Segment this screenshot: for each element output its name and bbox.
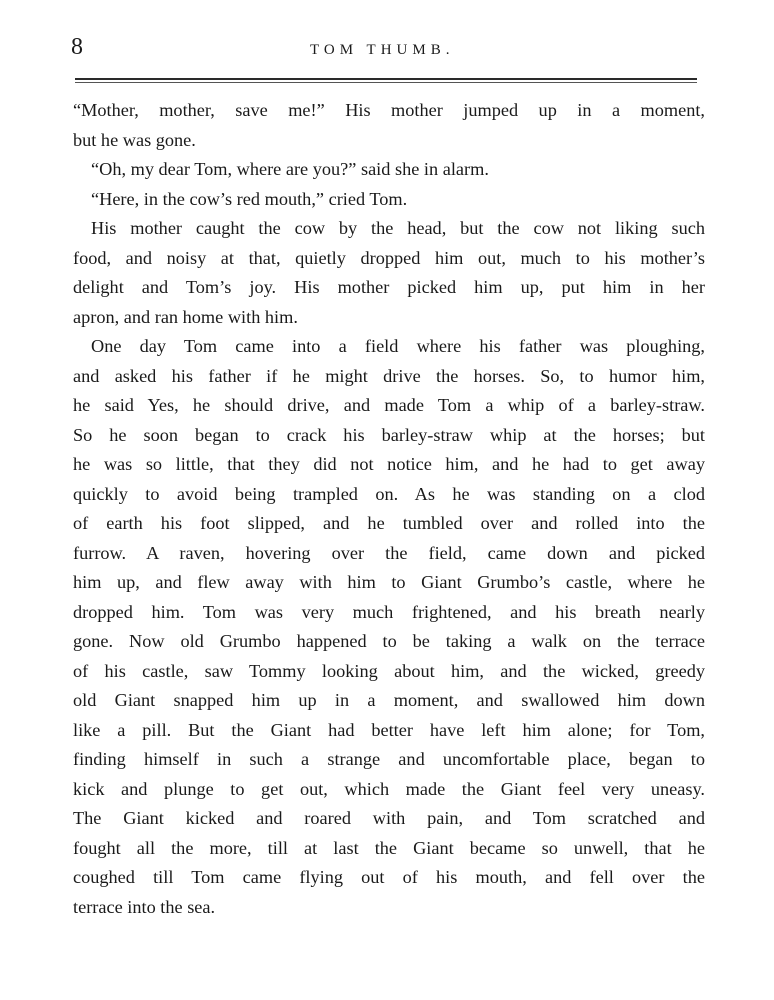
text-line: gone. Now old Grumbo happened to be taking a walk on the terrace — [73, 631, 705, 651]
text-line: he said Yes, he should drive, and made Tom a whip of a barley-straw. — [73, 395, 705, 415]
text-line: old Giant snapped him up in a moment, and swallowed him down — [73, 690, 705, 710]
text-line: he was so little, that they did not notice him, and he had to get away — [73, 454, 705, 474]
text-line: like a pill. But the Giant had better have left him alone; for Tom, — [73, 719, 705, 740]
text-line: but he was gone. — [73, 129, 196, 150]
text-line: apron, and ran home with him. — [73, 306, 298, 327]
body-text — [73, 96, 705, 922]
text-line: him up, and flew away with him to Giant Grumbo’s castle, where he — [73, 572, 705, 592]
text-line: “Oh, my dear Tom, where are you?” said she in alarm. — [91, 159, 489, 179]
text-line: dropped him. Tom was very much frightened, and his breath nearly — [73, 601, 705, 622]
header-rule-thin — [75, 82, 697, 83]
text-line: finding himself in such a strange and uncomfortable place, began to — [73, 749, 705, 769]
text-line: delight and Tom’s joy. His mother picked him up, put him in her — [73, 277, 705, 297]
text-line: and asked his father if he might drive the horses. So, to humor him, — [73, 365, 705, 386]
text-line: kick and plunge to get out, which made the Giant feel very uneasy. — [73, 778, 705, 799]
text-line: The Giant kicked and roared with pain, and Tom scratched and — [73, 808, 705, 828]
text-line: His mother caught the cow by the head, but the cow not liking such — [91, 218, 705, 238]
text-line: “Here, in the cow’s red mouth,” cried Tom. — [91, 188, 408, 209]
text-line: So he soon began to crack his barley-straw whip at the horses; but — [73, 424, 705, 445]
text-line: of his castle, saw Tommy looking about him, and the wicked, greedy — [73, 660, 705, 681]
text-line: fought all the more, till at last the Giant became so unwell, that he — [73, 837, 705, 858]
text-line: of earth his foot slipped, and he tumbled over and rolled into the — [73, 513, 705, 533]
running-title: TOM THUMB. — [310, 42, 455, 58]
page-number: 8 — [71, 34, 83, 60]
text-line: quickly to avoid being trampled on. As he was standing on a clod — [73, 483, 705, 504]
text-line: coughed till Tom came flying out of his mouth, and fell over the — [73, 867, 705, 887]
header-rule — [75, 78, 697, 80]
text-line: food, and noisy at that, quietly dropped him out, much to his mother’s — [73, 247, 705, 268]
text-line: “Mother, mother, save me!” His mother jumped up in a moment, — [73, 100, 705, 120]
text-line: One day Tom came into a field where his father was ploughing, — [91, 336, 705, 356]
text-line: terrace into the sea. — [73, 896, 216, 917]
text-line: furrow. A raven, hovering over the field, came down and picked — [73, 542, 705, 563]
